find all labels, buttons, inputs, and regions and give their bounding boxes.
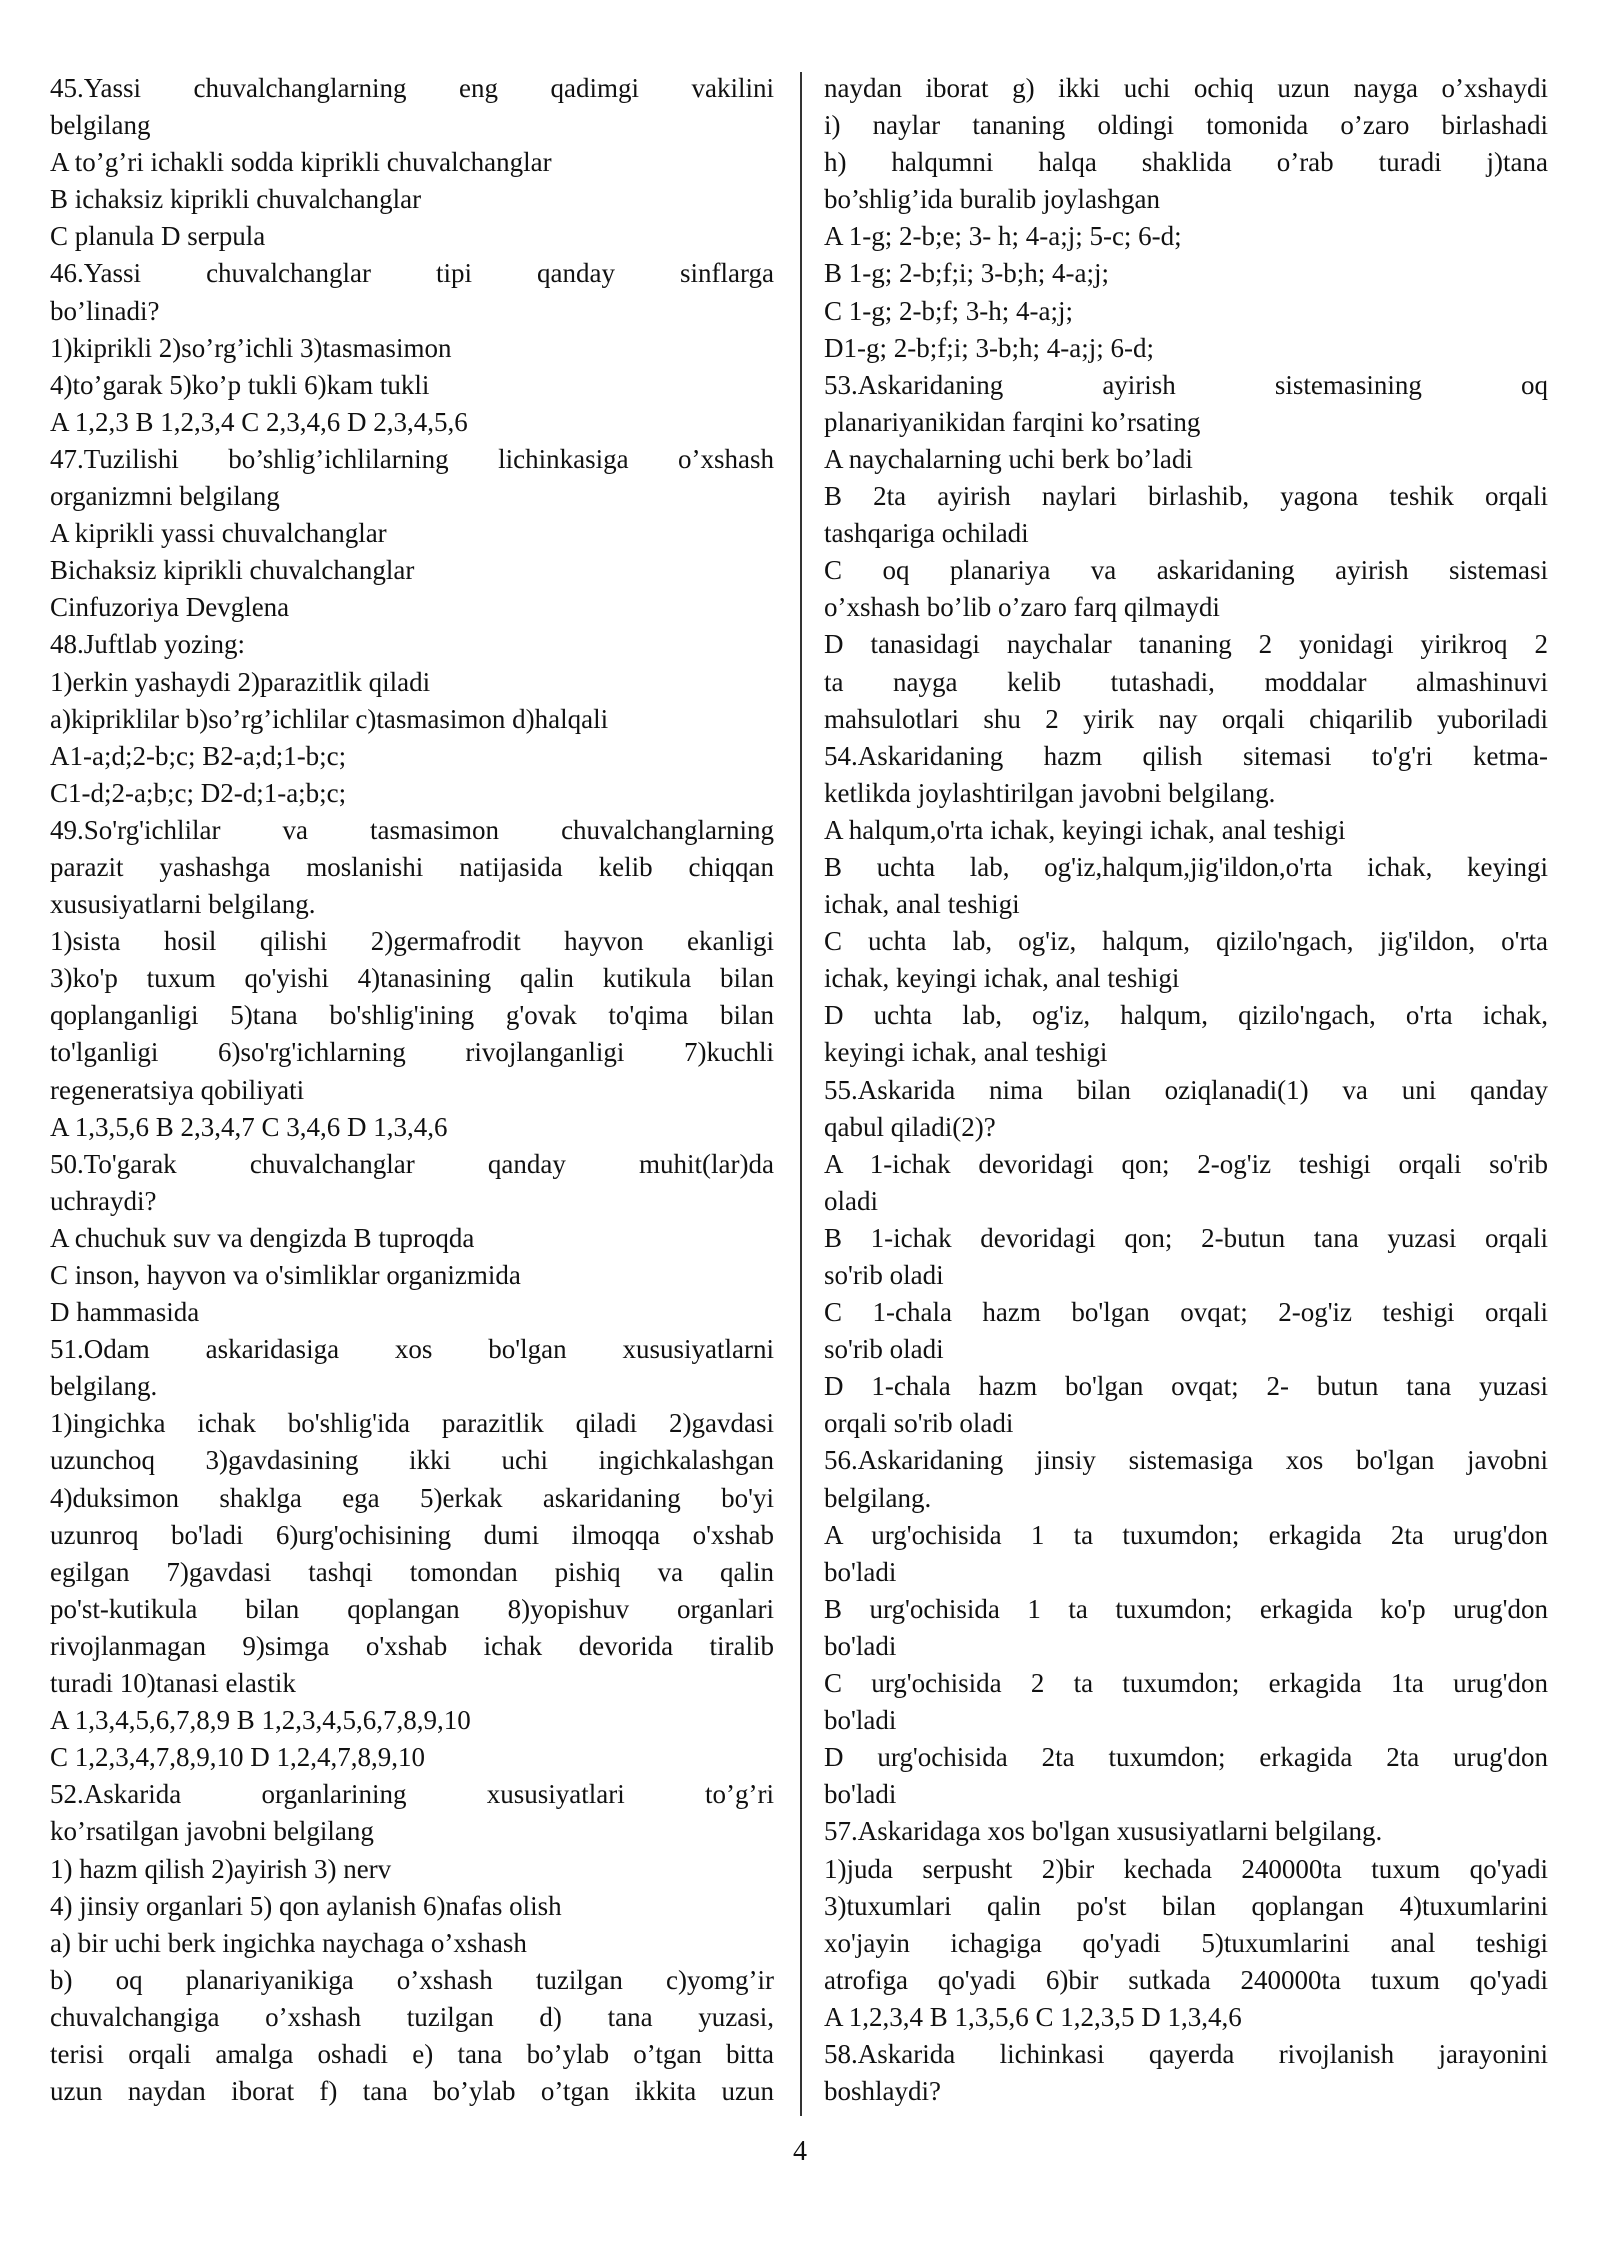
- text-line: A kiprikli yassi chuvalchanglar: [50, 518, 387, 549]
- text-line: D hammasida: [50, 1297, 200, 1328]
- text-line: 46.Yassi chuvalchanglar tipi qanday sinflarga: [50, 258, 774, 289]
- text-line: 1)ingichka ichak bo'shlig'ida parazitlik qiladi 2)gavdasi: [50, 1408, 774, 1439]
- text-line: Cinfuzoriya Devglena: [50, 592, 290, 623]
- text-line: B ichaksiz kiprikli chuvalchanglar: [50, 184, 422, 215]
- text-line: A halqum,o'rta ichak, keyingi ichak, anal teshigi: [824, 814, 1346, 845]
- text-line: C 1,2,3,4,7,8,9,10 D 1,2,4,7,8,9,10: [50, 1742, 426, 1773]
- text-line: so'rib oladi: [824, 1260, 944, 1290]
- text-line: po'st-kutikula bilan qoplangan 8)yopishuv organlari: [50, 1593, 774, 1624]
- text-line: 53.Askaridaning ayirish sistemasining oq: [824, 369, 1548, 400]
- text-line: uchraydi?: [50, 1185, 157, 1216]
- text-line: 1)juda serpusht 2)bir kechada 240000ta tuxum qo'yadi: [824, 1853, 1548, 1884]
- text-line: A naychalarning uchi berk bo’ladi: [824, 443, 1193, 474]
- text-line: qoplanganligi 5)tana bo'shlig'ining g'ovak to'qima bilan: [50, 1000, 774, 1031]
- text-line: A1-a;d;2-b;c; B2-a;d;1-b;c;: [50, 740, 347, 771]
- text-line: bo'ladi: [824, 1779, 897, 1810]
- text-line: 48.Juftlab yozing:: [50, 629, 245, 660]
- text-line: B 1-g; 2-b;f;i; 3-b;h; 4-a;j;: [824, 258, 1109, 289]
- text-line: belgilang.: [824, 1482, 932, 1513]
- text-line: 3)tuxumlari qalin po'st bilan qoplangan 4)tuxumlarini: [824, 1890, 1548, 1921]
- text-line: bo’linadi?: [50, 295, 160, 326]
- text-line: uzun naydan iborat f) tana bo’ylab o’tgan ikkita uzun: [50, 2076, 774, 2107]
- text-line: rivojlanmagan 9)simga o'xshab ichak devorida tiralib: [50, 1630, 774, 1661]
- text-line: A 1,2,3 B 1,2,3,4 C 2,3,4,6 D 2,3,4,5,6: [50, 406, 468, 437]
- text-line: h) halqumni halqa shaklida o’rab turadi j)tana: [824, 147, 1548, 178]
- column-divider: [800, 72, 802, 2116]
- text-line: B urg'ochisida 1 ta tuxumdon; erkagida ko'p urug'don: [824, 1593, 1548, 1624]
- text-line: D tanasidagi naychalar tananing 2 yonidagi yirikroq 2: [824, 629, 1548, 660]
- text-line: B 2ta ayirish naylari birlashib, yagona teshik orqali: [824, 481, 1548, 512]
- text-line: orqali so'rib oladi: [824, 1408, 1014, 1439]
- text-line: D uchta lab, og'iz, halqum, qizilo'ngach, o'rta ichak,: [824, 1000, 1548, 1031]
- text-line: bo’shlig’ida buralib joylashgan: [824, 184, 1160, 215]
- text-line: C oq planariya va askaridaning ayirish sistemasi: [824, 555, 1548, 586]
- text-line: planariyanikidan farqini ko’rsating: [824, 406, 1201, 437]
- text-line: 56.Askaridaning jinsiy sistemasiga xos bo'lgan javobni: [824, 1445, 1548, 1476]
- text-line: 4) jinsiy organlari 5) qon aylanish 6)nafas olish: [50, 1890, 562, 1921]
- text-line: 51.Odam askaridasiga xos bo'lgan xususiyatlarni: [50, 1334, 774, 1365]
- text-line: A 1-g; 2-b;e; 3- h; 4-a;j; 5-c; 6-d;: [824, 221, 1182, 252]
- text-line: B 1-ichak devoridagi qon; 2-butun tana yuzasi orqali: [824, 1222, 1548, 1253]
- text-line: A 1,3,5,6 B 2,3,4,7 C 3,4,6 D 1,3,4,6: [50, 1111, 448, 1142]
- text-line: 1) hazm qilish 2)ayirish 3) nerv: [50, 1853, 392, 1884]
- text-line: Bichaksiz kiprikli chuvalchanglar: [50, 555, 415, 586]
- text-line: to'lganligi 6)so'rg'ichlarning rivojlanganligi 7)kuchli: [50, 1037, 774, 1068]
- text-line: i) naylar tananing oldingi tomonida o’zaro birlashadi: [824, 110, 1548, 141]
- text-line: 3)ko'p tuxum qo'yishi 4)tanasining qalin kutikula bilan: [50, 963, 774, 994]
- text-line: 4)duksimon shaklga ega 5)erkak askaridaning bo'yi: [50, 1482, 774, 1513]
- text-line: A to’g’ri ichakli sodda kiprikli chuvalchanglar: [50, 147, 552, 178]
- text-line: ichak, anal teshigi: [824, 889, 1020, 920]
- text-line: A 1-ichak devoridagi qon; 2-og'iz teshigi orqali so'rib: [824, 1148, 1548, 1179]
- text-line: C 1-chala hazm bo'lgan ovqat; 2-og'iz teshigi orqali: [824, 1297, 1548, 1328]
- text-line: 4)to’garak 5)ko’p tukli 6)kam tukli: [50, 369, 430, 400]
- text-line: ichak, keyingi ichak, anal teshigi: [824, 963, 1180, 994]
- text-line: D 1-chala hazm bo'lgan ovqat; 2- butun tana yuzasi: [824, 1371, 1548, 1402]
- text-line: egilgan 7)gavdasi tashqi tomondan pishiq va qalin: [50, 1556, 774, 1587]
- text-line: 57.Askaridaga xos bo'lgan xususiyatlarni belgilang.: [824, 1816, 1383, 1847]
- text-line: turadi 10)tanasi elastik: [50, 1668, 296, 1699]
- text-line: A 1,2,3,4 B 1,3,5,6 C 1,2,3,5 D 1,3,4,6: [824, 2001, 1242, 2032]
- text-line: C uchta lab, og'iz, halqum, qizilo'ngach, jig'ildon, o'rta: [824, 926, 1548, 957]
- text-line: belgilang: [50, 110, 151, 141]
- text-line: D1-g; 2-b;f;i; 3-b;h; 4-a;j; 6-d;: [824, 332, 1154, 363]
- text-line: 50.To'garak chuvalchanglar qanday muhit(lar)da: [50, 1148, 774, 1179]
- text-line: a)kipriklilar b)so’rg’ichlilar c)tasmasimon d)halqali: [50, 703, 609, 734]
- text-line: 47.Tuzilishi bo’shlig’ichlilarning lichinkasiga o’xshash: [50, 443, 774, 474]
- right-column: [824, 70, 1548, 2110]
- text-line: ko’rsatilgan javobni belgilang: [50, 1816, 374, 1847]
- text-line: terisi orqali amalga oshadi e) tana bo’ylab o’tgan bitta: [50, 2038, 774, 2069]
- text-line: xususiyatlarni belgilang.: [50, 889, 316, 920]
- text-line: bo'ladi: [824, 1556, 897, 1587]
- text-line: C 1-g; 2-b;f; 3-h; 4-a;j;: [824, 295, 1073, 326]
- text-line: B uchta lab, og'iz,halqum,jig'ildon,o'rta ichak, keyingi: [824, 851, 1548, 882]
- text-line: 1)kiprikli 2)so’rg’ichli 3)tasmasimon: [50, 332, 452, 363]
- text-line: A chuchuk suv va dengizda B tuproqda: [50, 1222, 475, 1253]
- text-line: naydan iborat g) ikki uchi ochiq uzun nayga o’xshaydi: [824, 73, 1548, 103]
- text-line: C planula D serpula: [50, 221, 266, 252]
- text-line: parazit yashashga moslanishi natijasida kelib chiqqan: [50, 851, 774, 882]
- text-line: A 1,3,4,5,6,7,8,9 B 1,2,3,4,5,6,7,8,9,10: [50, 1705, 471, 1736]
- text-line: so'rib oladi: [824, 1334, 944, 1365]
- text-line: 55.Askarida nima bilan oziqlanadi(1) va uni qanday: [824, 1074, 1548, 1105]
- page-number: 4: [793, 2136, 807, 2167]
- text-line: 52.Askarida organlarining xususiyatlari to’g’ri: [50, 1779, 774, 1810]
- text-line: 49.So'rg'ichlilar va tasmasimon chuvalchanglarning: [50, 814, 774, 845]
- text-line: ta nayga kelib tutashadi, moddalar almashinuvi: [824, 666, 1548, 697]
- text-line: A urg'ochisida 1 ta tuxumdon; erkagida 2ta urug'don: [824, 1519, 1548, 1550]
- text-line: keyingi ichak, anal teshigi: [824, 1037, 1108, 1068]
- text-line: 45.Yassi chuvalchanglarning eng qadimgi vakilini: [50, 73, 774, 103]
- text-line: boshlaydi?: [824, 2076, 941, 2107]
- left-column: [50, 70, 774, 2110]
- text-line: C1-d;2-a;b;c; D2-d;1-a;b;c;: [50, 777, 347, 808]
- text-line: regeneratsiya qobiliyati: [50, 1074, 305, 1105]
- text-line: atrofiga qo'yadi 6)bir sutkada 240000ta tuxum qo'yadi: [824, 1964, 1548, 1995]
- text-line: uzunroq bo'ladi 6)urg'ochisining dumi ilmoqqa o'xshab: [50, 1519, 774, 1550]
- text-line: C urg'ochisida 2 ta tuxumdon; erkagida 1ta urug'don: [824, 1668, 1548, 1699]
- text-line: bo'ladi: [824, 1705, 897, 1736]
- text-line: o’xshash bo’lib o’zaro farq qilmaydi: [824, 592, 1220, 623]
- text-line: b) oq planariyanikiga o’xshash tuzilgan c)yomg’ir: [50, 1964, 774, 1995]
- text-line: 54.Askaridaning hazm qilish sitemasi to'g'ri ketma-: [824, 740, 1548, 771]
- text-line: uzunchoq 3)gavdasining ikki uchi ingichkalashgan: [50, 1445, 774, 1476]
- text-line: organizmni belgilang: [50, 481, 280, 512]
- text-line: oladi: [824, 1185, 878, 1216]
- text-line: a) bir uchi berk ingichka naychaga o’xshash: [50, 1927, 527, 1958]
- text-line: qabul qiladi(2)?: [824, 1111, 996, 1142]
- text-line: chuvalchangiga o’xshash tuzilgan d) tana yuzasi,: [50, 2001, 774, 2032]
- text-line: C inson, hayvon va o'simliklar organizmida: [50, 1260, 521, 1290]
- text-line: ketlikda joylashtirilgan javobni belgilang.: [824, 777, 1276, 808]
- text-line: xo'jayin ichagiga qo'yadi 5)tuxumlarini anal teshigi: [824, 1927, 1548, 1958]
- text-line: 1)sista hosil qilishi 2)germafrodit hayvon ekanligi: [50, 926, 774, 957]
- text-line: 58.Askarida lichinkasi qayerda rivojlanish jarayonini: [824, 2038, 1548, 2069]
- text-line: 1)erkin yashaydi 2)parazitlik qiladi: [50, 666, 431, 697]
- text-line: tashqariga ochiladi: [824, 518, 1029, 549]
- text-line: D urg'ochisida 2ta tuxumdon; erkagida 2ta urug'don: [824, 1742, 1548, 1773]
- text-line: bo'ladi: [824, 1630, 897, 1661]
- text-line: belgilang.: [50, 1371, 158, 1402]
- text-line: mahsulotlari shu 2 yirik nay orqali chiqarilib yuboriladi: [824, 703, 1548, 734]
